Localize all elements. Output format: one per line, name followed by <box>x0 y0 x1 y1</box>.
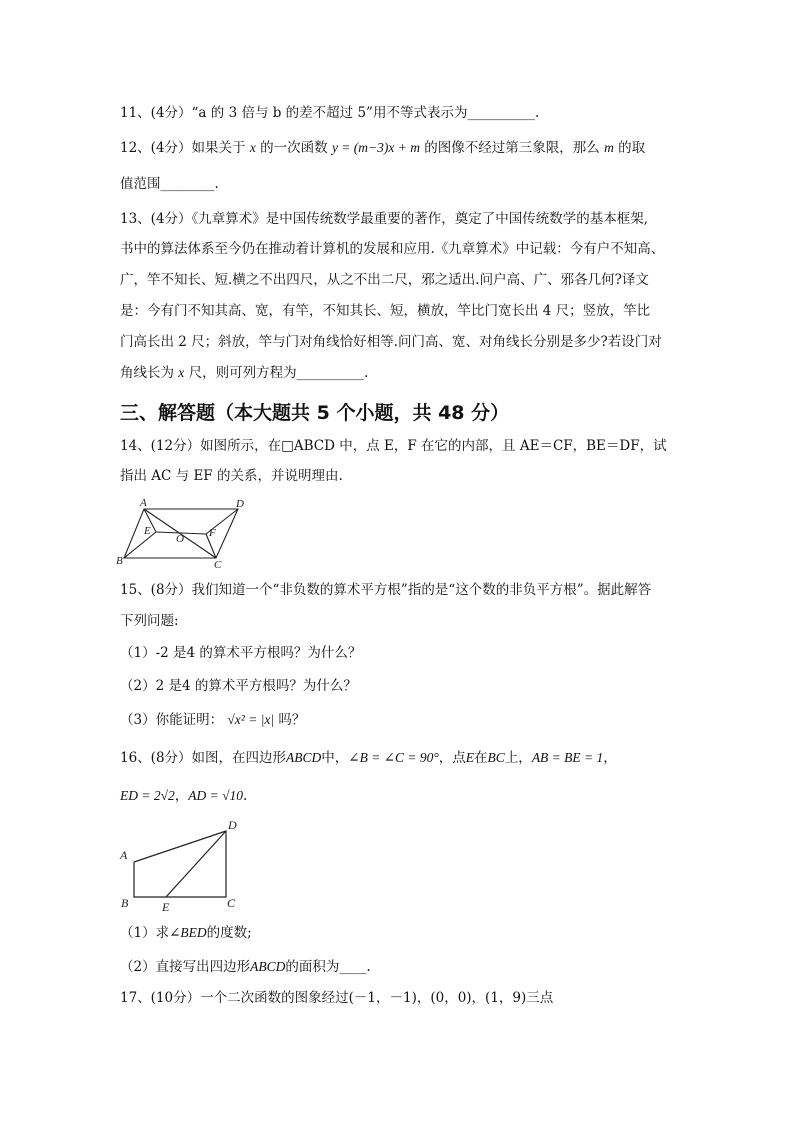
q16-text-d: 在 <box>474 750 488 766</box>
q12-var-x: x <box>249 140 256 155</box>
parallelogram-figure <box>112 496 282 570</box>
label-e: E <box>162 900 170 913</box>
q16-ed: ED = 2√2 <box>120 788 175 803</box>
question-15-sub-1: （1）-2 是4 的算术平方根吗？为什么？ <box>120 645 362 661</box>
question-13-line-3: 广，竿不知长、短.横之不出四尺，从之不出二尺，邪之适出.问户高、广、邪各几何?译文 <box>120 272 649 288</box>
q13-text-b: 尺，则可列方程为__________. <box>188 365 369 381</box>
q16-end: . <box>243 788 248 804</box>
q16-eq: AB = BE = 1 <box>531 750 604 765</box>
question-16-line-1 <box>120 749 617 767</box>
question-15-line-2: 下列问题: <box>120 613 179 629</box>
q12-text-a: 12、(4分）如果关于 <box>120 140 246 156</box>
question-16-sub-2 <box>120 958 371 976</box>
label-c: C <box>227 896 236 910</box>
question-16-sub-1 <box>120 924 252 942</box>
q16-s2-text-a: （2）直接写出四边形 <box>120 959 251 975</box>
quadrilateral-figure <box>116 815 246 913</box>
question-12-line-2: 值范围________. <box>120 176 219 192</box>
q16-text-f: 上， <box>504 750 532 766</box>
q16-text-g: ， <box>603 750 617 766</box>
q12-var-m: m <box>604 140 614 155</box>
question-15-sub-2: （2）2 是4 的算术平方根吗？为什么？ <box>120 678 357 694</box>
question-13-line-5: 门高长出 2 尺；斜放，竿与门对角线恰好相等.问门高、宽、对角线长分别是多少?若设门对 <box>120 334 662 350</box>
question-13-line-1: 13、(4分）《九章算术》是中国传统数学最重要的著作，奠定了中国传统数学的基本框架, <box>120 211 649 227</box>
label-e: E <box>144 525 151 537</box>
q16-e: E <box>465 750 475 765</box>
quadrilateral-abcd <box>134 831 226 897</box>
q16-bc: BC <box>487 750 505 765</box>
label-b: B <box>121 896 129 910</box>
q12-formula: y = (m−3)x + m <box>331 140 420 155</box>
label-b: B <box>116 555 123 567</box>
question-15-sub-3 <box>120 711 305 729</box>
label-a: A <box>140 497 147 509</box>
question-12-line-1 <box>120 139 645 157</box>
q16-s2-text-b: 的面积为____. <box>285 959 371 975</box>
q16-text-b: 中， <box>321 750 349 766</box>
q13-text-a: 角线长为 <box>120 365 174 381</box>
q15-s3-text-b: 吗？ <box>278 712 306 728</box>
question-16-line-2 <box>120 787 247 805</box>
q16-s1-text-b: 的度数; <box>206 925 252 941</box>
question-14-line-2: 指出 AC 与 EF 的关系，并说明理由. <box>120 468 343 484</box>
label-o: O <box>176 533 184 545</box>
q16-ad: AD = √10 <box>188 788 244 803</box>
q12-text-b: 的一次函数 <box>260 140 328 156</box>
q16-s1-text-a: （1）求 <box>120 925 170 941</box>
question-13-line-6 <box>120 364 368 382</box>
label-d: D <box>228 818 237 832</box>
label-f: F <box>209 527 216 539</box>
q16-angle: ∠B = ∠C = 90° <box>348 750 439 765</box>
question-15-line-1: 15、(8分）我们知道一个“非负数的算术平方根”指的是“这个数的非负平方根”。据此解答 <box>120 582 652 598</box>
q16-text-c: ，点 <box>438 750 466 766</box>
question-14-line-1: 14、(12分）如图所示，在□ABCD 中，点 E，F 在它的内部，且 AE＝CF，BE＝DF，试 <box>120 438 667 454</box>
q16-sep: ， <box>174 788 189 804</box>
question-13-line-4: 是：今有门不知其高、宽，有竿，不知其长、短，横放，竿比门宽长出 4 尺；竖放，竿比 <box>120 303 651 319</box>
label-d: D <box>236 498 244 510</box>
question-13-line-2: 书中的算法体系至今仍在推动着计算机的发展和应用.《九章算术》中记载：今有户不知高、 <box>120 241 665 257</box>
q15-s3-formula: √x² = |x| <box>227 712 275 727</box>
q16-text-a: 16、(8分）如图，在四边形 <box>120 750 287 766</box>
label-a: A <box>120 848 128 862</box>
question-11: 11、(4分）“a 的 3 倍与 b 的差不超过 5”用不等式表示为__________. <box>120 105 540 121</box>
q16-abcd: ABCD <box>286 750 322 765</box>
label-c: C <box>214 559 222 570</box>
q16-s2-abcd: ABCD <box>250 959 286 974</box>
section-3-title: 三、解答题（本大题共 5 个小题，共 48 分） <box>120 402 510 424</box>
q13-var-x: x <box>178 365 185 380</box>
q16-s1-angle: ∠BED <box>169 925 207 940</box>
q12-text-c: 的图像不经过第三象限，那么 <box>424 140 600 156</box>
q12-text-d: 的取 <box>618 140 646 156</box>
question-17: 17、(10分）一个二次函数的图象经过(－1，－1)，(0，0)，(1，9)三点 <box>120 990 554 1006</box>
q15-s3-text-a: （3）你能证明： <box>120 712 224 728</box>
